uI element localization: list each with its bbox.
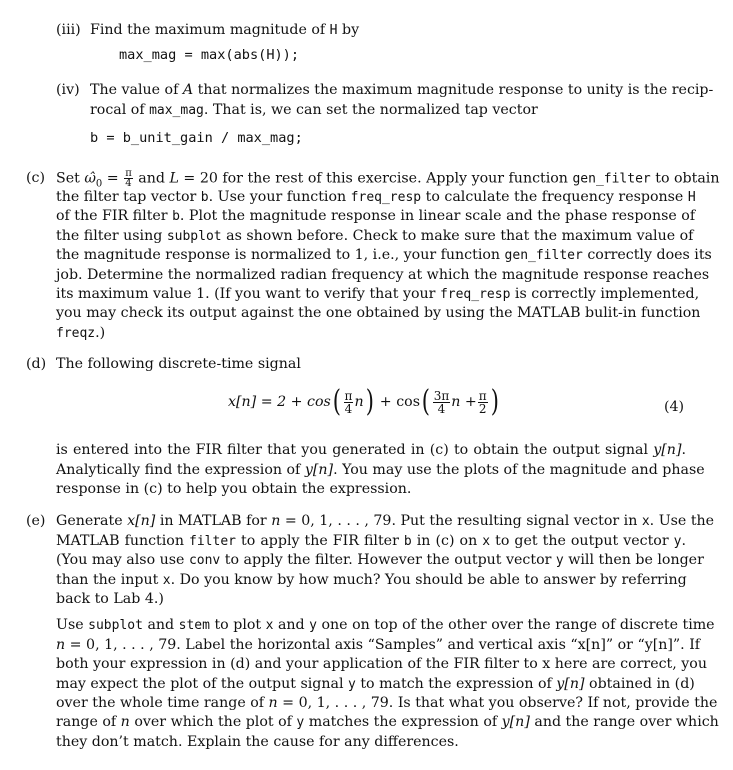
paragraph-line: The following discrete-time signal [56, 356, 301, 372]
equation-number: (4) [664, 399, 685, 415]
paragraph-line: they don’t match. Explain the cause for any differences. [56, 734, 459, 750]
paragraph-line: may expect the plot of the output signal y to match the expression of y[n] obtained in (d) [56, 676, 695, 692]
paragraph-line: you may check its output against the one obtained by using the MATLAB bulit-in function [56, 305, 701, 321]
item-label: (iii) [56, 22, 81, 38]
item-text: rocal of max_mag. That is, we can set the normalized tap vector [90, 102, 538, 118]
paragraph-line: is entered into the FIR filter that you generated in (c) to obtain the output signal y[n]. [56, 442, 686, 458]
paragraph-line: (You may also use conv to apply the filter. However the output vector y will then be longer [56, 552, 704, 568]
paragraph-line: response in (c) to help you obtain the expression. [56, 481, 412, 497]
item-text: The value of A that normalizes the maximum magnitude response to unity is the recip- [90, 82, 714, 98]
paragraph-line: the filter tap vector b. Use your function freq_resp to calculate the frequency response H [56, 189, 696, 205]
paragraph-line: both your expression in (d) and your application of the FIR filter to x here are correct, you [56, 656, 707, 672]
paragraph-line: range of n over which the plot of y matches the expression of y[n] and the range over which [56, 714, 719, 730]
paragraph-line: the filter using subplot as shown before. Check to make sure that the maximum value of [56, 228, 694, 244]
paragraph-line: back to Lab 4.) [56, 591, 164, 607]
paragraph-line: than the input x. Do you know by how much? You should be able to answer by referring [56, 572, 687, 588]
paragraph-line: Analytically find the expression of y[n]. You may use the plots of the magnitude and phase [56, 462, 705, 478]
equation: x[n] = 2 + cos( $\frac{\pi}{4}$ n) + cos( $\frac{3\pi}{4}$ n + $\frac{\pi}{2}$ ) [228, 384, 499, 419]
section-label: (c) [26, 170, 46, 186]
paragraph-line: its maximum value 1. (If you want to verify that your freq_resp is correctly implemented, [56, 286, 700, 302]
item-label: (iv) [56, 82, 80, 98]
section-label: (e) [26, 513, 46, 529]
paragraph-line: Generate x[n] in MATLAB for n = 0, 1, . . . , 79. Put the resulting signal vector in x. Use the [56, 513, 715, 529]
paragraph-line: Use subplot and stem to plot x and y one on top of the other over the range of discrete time [56, 617, 715, 633]
paragraph-line: job. Determine the normalized radian frequency at which the magnitude response reaches [56, 267, 710, 283]
paragraph-line: of the FIR filter b. Plot the magnitude response in linear scale and the phase response of [56, 208, 696, 224]
item-text: Find the maximum magnitude of H by [90, 22, 360, 38]
paragraph-line: freqz.) [56, 325, 106, 341]
paragraph-line: MATLAB function filter to apply the FIR filter b in (c) on x to get the output vector y. [56, 533, 686, 549]
section-label: (d) [26, 356, 47, 372]
paragraph-line: n = 0, 1, . . . , 79. Label the horizontal axis “Samples” and vertical axis “x[n]” or “y[n]”. If [56, 637, 701, 653]
paragraph-line: the magnitude response is normalized to 1, i.e., your function gen_filter correctly does its [56, 247, 712, 263]
code-line: b = b_unit_gain / max_mag; [90, 130, 303, 146]
paragraph-line: over the whole time range of n = 0, 1, . . . , 79. Is that what you observe? If not, provide the [56, 695, 718, 711]
code-line: max_mag = max(abs(H)); [119, 47, 300, 63]
paragraph-line: Set $\omegâ_0$ = $\frac{\pi}{4}$ and L = 20 for the rest of this exercise. Apply your function gen_filter to obtain [56, 168, 720, 190]
